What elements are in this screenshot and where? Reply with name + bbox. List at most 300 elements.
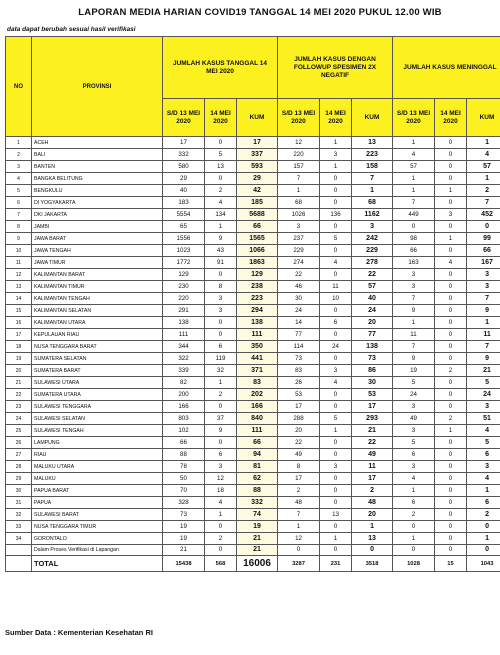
cell-sembuh-today: 3 [320,461,352,473]
total-kasus-kum: 16006 [237,556,278,572]
cell-sembuh-today: 0 [320,485,352,497]
province-name: DKI JAKARTA [32,209,163,221]
cell-kasus-today: 2 [205,533,237,545]
header-kasus-sd: S/D 13 MEI 2020 [163,99,205,137]
cell-sembuh-kum: 40 [352,293,393,305]
cell-sembuh-today: 0 [320,353,352,365]
cell-sembuh-today: 1 [320,137,352,149]
cell-meninggal-today: 0 [435,461,467,473]
cell-sembuh-kum: 158 [352,161,393,173]
cell-kasus-kum: 1565 [237,233,278,245]
row-number: 27 [6,449,32,461]
total-row [6,556,500,572]
cell-sembuh-today: 1 [320,533,352,545]
province-name: SUMATERA SELATAN [32,353,163,365]
cell-kasus-sd: 200 [163,389,205,401]
cell-kasus-today: 12 [205,473,237,485]
cell-sembuh-sd: 20 [278,425,320,437]
cell-sembuh-sd: 274 [278,257,320,269]
cell-meninggal-sd: 4 [393,473,435,485]
cell-meninggal-today: 0 [435,509,467,521]
province-name: JAWA TIMUR [32,257,163,269]
cell-kasus-sd: 50 [163,473,205,485]
cell-kasus-kum: 29 [237,173,278,185]
province-name: PAPUA [32,497,163,509]
cell-kasus-kum: 371 [237,365,278,377]
cell-sembuh-kum: 30 [352,377,393,389]
cell-meninggal-sd: 1 [393,317,435,329]
cell-kasus-today: 1 [205,221,237,233]
cell-kasus-sd: 17 [163,137,205,149]
cell-kasus-kum: 21 [237,545,278,556]
cell-sembuh-sd: 49 [278,449,320,461]
cell-kasus-kum: 66 [237,221,278,233]
cell-sembuh-kum: 1 [352,521,393,533]
province-name: NUSA TENGGARA BARAT [32,341,163,353]
cell-meninggal-today: 0 [435,281,467,293]
cell-kasus-kum: 223 [237,293,278,305]
header-meninggal: JUMLAH KASUS MENINGGAL [393,37,500,99]
province-name: PAPUA BARAT [32,485,163,497]
cell-sembuh-kum: 11 [352,461,393,473]
table-row [6,389,500,401]
row-number [6,545,32,556]
cell-kasus-sd: 580 [163,161,205,173]
cell-meninggal-kum: 1 [467,317,500,329]
cell-kasus-kum: 5688 [237,209,278,221]
province-name: DI YOGYAKARTA [32,197,163,209]
cell-kasus-sd: 88 [163,449,205,461]
cell-sembuh-sd: 12 [278,137,320,149]
cell-meninggal-kum: 51 [467,413,500,425]
row-number: 11 [6,257,32,269]
cell-meninggal-kum: 3 [467,461,500,473]
row-number: 32 [6,509,32,521]
cell-sembuh-sd: 12 [278,533,320,545]
row-number: 17 [6,329,32,341]
cell-kasus-today: 0 [205,317,237,329]
cell-meninggal-sd: 5 [393,377,435,389]
cell-kasus-today: 18 [205,485,237,497]
header-meninggal-today: 14 MEI 2020 [435,99,467,137]
cell-sembuh-sd: 14 [278,317,320,329]
row-number: 8 [6,221,32,233]
cell-meninggal-kum: 4 [467,149,500,161]
cell-sembuh-today: 4 [320,377,352,389]
row-number: 34 [6,533,32,545]
total-sembuh-kum: 3518 [352,556,393,572]
province-name: SULAWESI TENGGARA [32,401,163,413]
cell-sembuh-sd: 73 [278,353,320,365]
cell-sembuh-kum: 1 [352,185,393,197]
cell-kasus-kum: 441 [237,353,278,365]
cell-meninggal-sd: 6 [393,449,435,461]
table-row [6,461,500,473]
total-sembuh-sd: 3287 [278,556,320,572]
cell-meninggal-today: 0 [435,245,467,257]
cell-kasus-today: 0 [205,329,237,341]
row-number: 26 [6,437,32,449]
header-kasus-kum: KUM [237,99,278,137]
cell-kasus-today: 9 [205,425,237,437]
cell-meninggal-sd: 98 [393,233,435,245]
total-meninggal-kum: 1043 [467,556,500,572]
cell-meninggal-today: 2 [435,413,467,425]
province-name: KALIMANTAN SELATAN [32,305,163,317]
cell-meninggal-today: 0 [435,437,467,449]
cell-sembuh-kum: 2 [352,485,393,497]
row-number: 30 [6,485,32,497]
cell-kasus-kum: 840 [237,413,278,425]
province-name: KALIMANTAN UTARA [32,317,163,329]
header-sembuh-kum: KUM [352,99,393,137]
cell-meninggal-today: 0 [435,269,467,281]
cell-sembuh-sd: 22 [278,437,320,449]
cell-sembuh-today: 0 [320,329,352,341]
province-name: SULAWESI SELATAN [32,413,163,425]
cell-kasus-sd: 73 [163,509,205,521]
cell-sembuh-sd: 53 [278,389,320,401]
cell-kasus-today: 4 [205,197,237,209]
cell-sembuh-today: 6 [320,317,352,329]
cell-meninggal-today: 0 [435,497,467,509]
cell-kasus-today: 91 [205,257,237,269]
table-row [6,281,500,293]
cell-sembuh-kum: 22 [352,437,393,449]
total-meninggal-sd: 1028 [393,556,435,572]
cell-kasus-today: 5 [205,149,237,161]
cell-kasus-kum: 337 [237,149,278,161]
cell-meninggal-today: 3 [435,209,467,221]
row-number: 25 [6,425,32,437]
cell-meninggal-today: 1 [435,425,467,437]
table-row [6,305,500,317]
cell-kasus-sd: 65 [163,221,205,233]
cell-meninggal-sd: 3 [393,281,435,293]
cell-meninggal-kum: 0 [467,545,500,556]
cell-meninggal-kum: 3 [467,281,500,293]
cell-kasus-today: 134 [205,209,237,221]
row-number: 16 [6,317,32,329]
cell-sembuh-sd: 26 [278,377,320,389]
cell-sembuh-sd: 114 [278,341,320,353]
row-number: 14 [6,293,32,305]
cell-sembuh-sd: 288 [278,413,320,425]
cell-kasus-sd: 1023 [163,245,205,257]
cell-kasus-kum: 332 [237,497,278,509]
row-number: 21 [6,377,32,389]
table-row [6,377,500,389]
cell-meninggal-sd: 0 [393,221,435,233]
cell-meninggal-kum: 5 [467,377,500,389]
cell-kasus-sd: 1772 [163,257,205,269]
cell-sembuh-kum: 138 [352,341,393,353]
cell-meninggal-sd: 11 [393,329,435,341]
cell-sembuh-today: 0 [320,437,352,449]
cell-meninggal-sd: 1 [393,173,435,185]
row-number: 15 [6,305,32,317]
cell-meninggal-kum: 57 [467,161,500,173]
cell-meninggal-kum: 4 [467,425,500,437]
table-row [6,173,500,185]
cell-sembuh-today: 0 [320,521,352,533]
province-name: NUSA TENGGARA TIMUR [32,521,163,533]
province-name: SULAWESI UTARA [32,377,163,389]
cell-kasus-today: 0 [205,437,237,449]
cell-kasus-sd: 40 [163,185,205,197]
row-number: 20 [6,365,32,377]
province-name: SUMATERA UTARA [32,389,163,401]
cell-meninggal-today: 0 [435,317,467,329]
row-number: 24 [6,413,32,425]
table-row [6,425,500,437]
cell-sembuh-kum: 7 [352,173,393,185]
cell-kasus-sd: 102 [163,425,205,437]
cell-sembuh-sd: 3 [278,221,320,233]
cell-meninggal-today: 0 [435,449,467,461]
row-number: 33 [6,521,32,533]
cell-kasus-sd: 344 [163,341,205,353]
table-row [6,533,500,545]
cell-sembuh-today: 5 [320,233,352,245]
cell-sembuh-today: 0 [320,401,352,413]
cell-meninggal-today: 0 [435,137,467,149]
cell-meninggal-sd: 3 [393,461,435,473]
total-meninggal-today: 15 [435,556,467,572]
cell-sembuh-today: 0 [320,173,352,185]
row-number: 5 [6,185,32,197]
cell-sembuh-kum: 13 [352,137,393,149]
cell-sembuh-sd: 17 [278,401,320,413]
cell-sembuh-sd: 8 [278,461,320,473]
cell-sembuh-sd: 157 [278,161,320,173]
table-row [6,497,500,509]
cell-meninggal-sd: 1 [393,485,435,497]
row-number: 13 [6,281,32,293]
row-number: 4 [6,173,32,185]
cell-meninggal-kum: 21 [467,365,500,377]
cell-sembuh-sd: 1 [278,521,320,533]
row-number: 9 [6,233,32,245]
header-sembuh-sd: S/D 13 MEI 2020 [278,99,320,137]
total-label: TOTAL [32,556,163,572]
cell-meninggal-sd: 3 [393,401,435,413]
cell-meninggal-kum: 4 [467,473,500,485]
cell-meninggal-kum: 167 [467,257,500,269]
cell-meninggal-sd: 7 [393,341,435,353]
cell-meninggal-today: 1 [435,233,467,245]
cell-kasus-sd: 183 [163,197,205,209]
table-row [6,245,500,257]
row-number: 31 [6,497,32,509]
row-number: 22 [6,389,32,401]
cell-kasus-kum: 111 [237,425,278,437]
cell-sembuh-today: 1 [320,425,352,437]
table-row [6,197,500,209]
table-row [6,353,500,365]
province-name: KEPULAUAN RIAU [32,329,163,341]
cell-meninggal-today: 0 [435,485,467,497]
cell-sembuh-today: 0 [320,185,352,197]
row-number: 23 [6,401,32,413]
table-row [6,521,500,533]
cell-meninggal-kum: 7 [467,293,500,305]
cell-kasus-kum: 185 [237,197,278,209]
cell-sembuh-kum: 49 [352,449,393,461]
cell-kasus-today: 0 [205,545,237,556]
cell-meninggal-sd: 7 [393,293,435,305]
cell-kasus-kum: 83 [237,377,278,389]
cell-kasus-kum: 202 [237,389,278,401]
cell-sembuh-kum: 24 [352,305,393,317]
table-row [6,341,500,353]
cell-kasus-kum: 593 [237,161,278,173]
cell-kasus-today: 43 [205,245,237,257]
cell-sembuh-today: 11 [320,281,352,293]
data-source: Sumber Data : Kementerian Kesehatan RI [5,628,153,637]
cell-meninggal-sd: 1 [393,137,435,149]
table-row [6,401,500,413]
verification-note: data dapat berubah sesuai hasil verifikasi [7,26,136,33]
cell-sembuh-kum: 21 [352,425,393,437]
cell-kasus-today: 32 [205,365,237,377]
cell-sembuh-sd: 0 [278,545,320,556]
cell-meninggal-today: 0 [435,221,467,233]
cell-meninggal-kum: 6 [467,449,500,461]
cell-kasus-sd: 803 [163,413,205,425]
cell-meninggal-sd: 3 [393,269,435,281]
cell-sembuh-kum: 3 [352,221,393,233]
cell-meninggal-today: 2 [435,365,467,377]
province-name: JAWA TENGAH [32,245,163,257]
cell-meninggal-today: 0 [435,341,467,353]
cell-meninggal-kum: 3 [467,269,500,281]
header-kasus: JUMLAH KASUS TANGGAL 14 MEI 2020 [163,37,278,99]
cell-kasus-kum: 62 [237,473,278,485]
cell-sembuh-today: 13 [320,509,352,521]
header-meninggal-kum: KUM [467,99,500,137]
cell-sembuh-sd: 220 [278,149,320,161]
cell-meninggal-today: 0 [435,353,467,365]
cell-kasus-sd: 291 [163,305,205,317]
cell-meninggal-today: 4 [435,257,467,269]
cell-meninggal-sd: 7 [393,197,435,209]
table-row [6,509,500,521]
cell-sembuh-today: 0 [320,197,352,209]
table-row [6,413,500,425]
cell-meninggal-kum: 9 [467,305,500,317]
cell-kasus-sd: 66 [163,437,205,449]
cell-sembuh-today: 24 [320,341,352,353]
cell-meninggal-today: 0 [435,173,467,185]
cell-sembuh-kum: 57 [352,281,393,293]
cell-kasus-kum: 111 [237,329,278,341]
table-body [6,137,500,556]
cell-sembuh-today: 0 [320,473,352,485]
province-name: SULAWESI BARAT [32,509,163,521]
cell-kasus-kum: 81 [237,461,278,473]
cell-kasus-today: 3 [205,293,237,305]
table-row [6,233,500,245]
cell-kasus-sd: 328 [163,497,205,509]
cell-kasus-kum: 66 [237,437,278,449]
province-name: BANTEN [32,161,163,173]
cell-sembuh-kum: 229 [352,245,393,257]
cell-meninggal-kum: 11 [467,329,500,341]
total-sembuh-today: 231 [320,556,352,572]
cell-sembuh-today: 136 [320,209,352,221]
cell-sembuh-sd: 68 [278,197,320,209]
cell-meninggal-today: 0 [435,389,467,401]
table-row [6,329,500,341]
cell-kasus-kum: 88 [237,485,278,497]
row-number: 18 [6,341,32,353]
header-kasus-today: 14 MEI 2020 [205,99,237,137]
cell-kasus-kum: 294 [237,305,278,317]
cell-meninggal-sd: 57 [393,161,435,173]
cell-meninggal-today: 0 [435,401,467,413]
cell-kasus-kum: 17 [237,137,278,149]
cell-sembuh-sd: 30 [278,293,320,305]
cell-meninggal-today: 0 [435,473,467,485]
cell-sembuh-today: 3 [320,149,352,161]
province-name: SUMATERA BARAT [32,365,163,377]
table-row [6,485,500,497]
cell-sembuh-sd: 46 [278,281,320,293]
cell-meninggal-sd: 163 [393,257,435,269]
cell-meninggal-today: 0 [435,545,467,556]
row-number: 1 [6,137,32,149]
table-row [6,473,500,485]
cell-sembuh-kum: 293 [352,413,393,425]
cell-kasus-kum: 94 [237,449,278,461]
cell-sembuh-today: 3 [320,365,352,377]
cell-kasus-kum: 129 [237,269,278,281]
table-row [6,437,500,449]
cell-kasus-today: 9 [205,233,237,245]
province-name: KALIMANTAN TENGAH [32,293,163,305]
table-row [6,365,500,377]
cell-meninggal-kum: 1 [467,485,500,497]
cell-kasus-kum: 21 [237,533,278,545]
cell-kasus-sd: 111 [163,329,205,341]
cell-kasus-kum: 1066 [237,245,278,257]
header-sembuh: JUMLAH KASUS DENGAN FOLLOWUP SPESIMEN 2X NEGATIF [278,37,393,99]
cell-meninggal-sd: 49 [393,413,435,425]
cell-kasus-sd: 82 [163,377,205,389]
province-name: LAMPUNG [32,437,163,449]
total-no-cell [6,556,32,572]
province-name: RIAU [32,449,163,461]
cell-kasus-sd: 166 [163,401,205,413]
cell-sembuh-kum: 17 [352,473,393,485]
cell-meninggal-kum: 1 [467,137,500,149]
cell-meninggal-sd: 2 [393,509,435,521]
cell-meninggal-sd: 1 [393,533,435,545]
header-meninggal-sd: S/D 13 MEI 2020 [393,99,435,137]
cell-kasus-today: 1 [205,509,237,521]
cell-kasus-today: 0 [205,137,237,149]
table-row [6,449,500,461]
cell-kasus-sd: 339 [163,365,205,377]
cell-kasus-kum: 74 [237,509,278,521]
cell-kasus-today: 2 [205,389,237,401]
row-number: 7 [6,209,32,221]
cell-kasus-today: 3 [205,461,237,473]
cell-meninggal-sd: 0 [393,521,435,533]
cell-meninggal-today: 0 [435,521,467,533]
table-row [6,317,500,329]
